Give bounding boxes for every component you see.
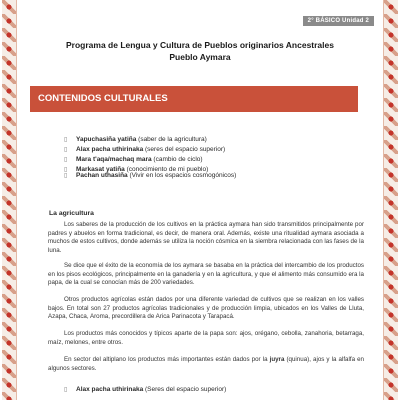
section-banner: CONTENIDOS CULTURALES: [30, 86, 358, 112]
list-item-desc: (seres del espacio superior): [143, 146, 226, 153]
list-item-term: Markasat yatiña: [76, 166, 125, 173]
page-title: [20, 39, 380, 63]
bullet-marker-icon: ▯: [64, 157, 68, 163]
paragraph-4: Los productos más conocidos y típicos aparte de la papa son: ajos, orégano, cebolla, zanahoria, betarraga, maíz, melones, entre otros.: [48, 330, 364, 346]
bullet-marker-icon: ▯: [64, 173, 68, 179]
list-item: [64, 172, 237, 182]
list-item-desc: (Vivir en los espacios cosmogónicos): [127, 172, 237, 179]
title-line-1: Programa de Lengua y Cultura de Pueblos originarios Ancestrales: [66, 40, 334, 50]
paragraph-5-end: (quinua), ajos y la alfalfa en algunos sectores.: [48, 356, 364, 372]
paragraph-2: Se dice que el éxito de la economía de los aymara se basaba en la práctica del intercambio de los productos en los pisos ecológicos, principalmente en la ganadería y en la agricultura, y que el alimento más consumido era la papa, de la cual se conocían más de 200 variedades.: [48, 262, 364, 286]
list-item-desc: (conocimiento de mi pueblo): [124, 166, 209, 173]
paragraph-5-bold: juyra: [269, 356, 285, 363]
bullet-marker-icon: ▯: [64, 147, 68, 153]
list-item: [64, 386, 227, 396]
bullet-marker-icon: ▯: [64, 137, 68, 143]
grade-badge: 2° BÁSICO Unidad 2: [303, 16, 374, 26]
paragraph-1: Los saberes de la producción de los cultivos en la práctica aymara han sido transmitidos principalmente por padres y abuelos en forma tradicional, es decir, de manera oral. Además, existe una ritualidad aymara asociada a muchos de estos cultivos, donde además se utiliza la noción cósmica en la siembra relacionada con las fases de la luna.: [48, 221, 364, 254]
decorative-border-right: [383, 0, 398, 400]
list-item-desc: (cambio de ciclo): [151, 156, 203, 163]
bullet-marker-icon: ▯: [64, 387, 68, 393]
list-item-term: Pachan uthasiña: [76, 172, 128, 179]
list-item-term: Mara t'aqa/machaq mara: [76, 156, 152, 163]
list-item: [64, 146, 236, 156]
decorative-border-left: [2, 0, 17, 400]
list-item-term: Alax pacha uthirinaka: [76, 386, 144, 393]
paragraph-5: [48, 356, 364, 373]
section-heading-agricultura: La agricultura: [49, 210, 94, 217]
list-item-term: Yapuchasiña yatiña: [76, 136, 137, 143]
paragraph-3: Otros productos agrícolas están dados por una diferente variedad de cultivos que se realizan en los valles bajos. En total son 27 productos agrícolas tradicionales y de producción limpia, ubicados en los Valles de Lluta, Azapa, Chaca, Aroma, precordillera de Arica Parinacota y Tarapacá.: [48, 296, 364, 320]
paragraph-5-start: En sector del altiplano los productos más importantes están dados por la: [64, 356, 270, 363]
section-heading-alax-pacha: [64, 386, 227, 396]
bullet-marker-icon: ▯: [64, 167, 68, 173]
list-item: [64, 156, 236, 166]
list-item-term: Alax pacha uthirinaka: [76, 146, 144, 153]
title-line-2: Pueblo Aymara: [169, 52, 231, 62]
list-item-desc: (saber de la agricultura): [136, 136, 207, 143]
list-item-desc: (Seres del espacio superior): [143, 386, 227, 393]
contents-list: [64, 136, 237, 182]
list-item: [64, 136, 236, 146]
